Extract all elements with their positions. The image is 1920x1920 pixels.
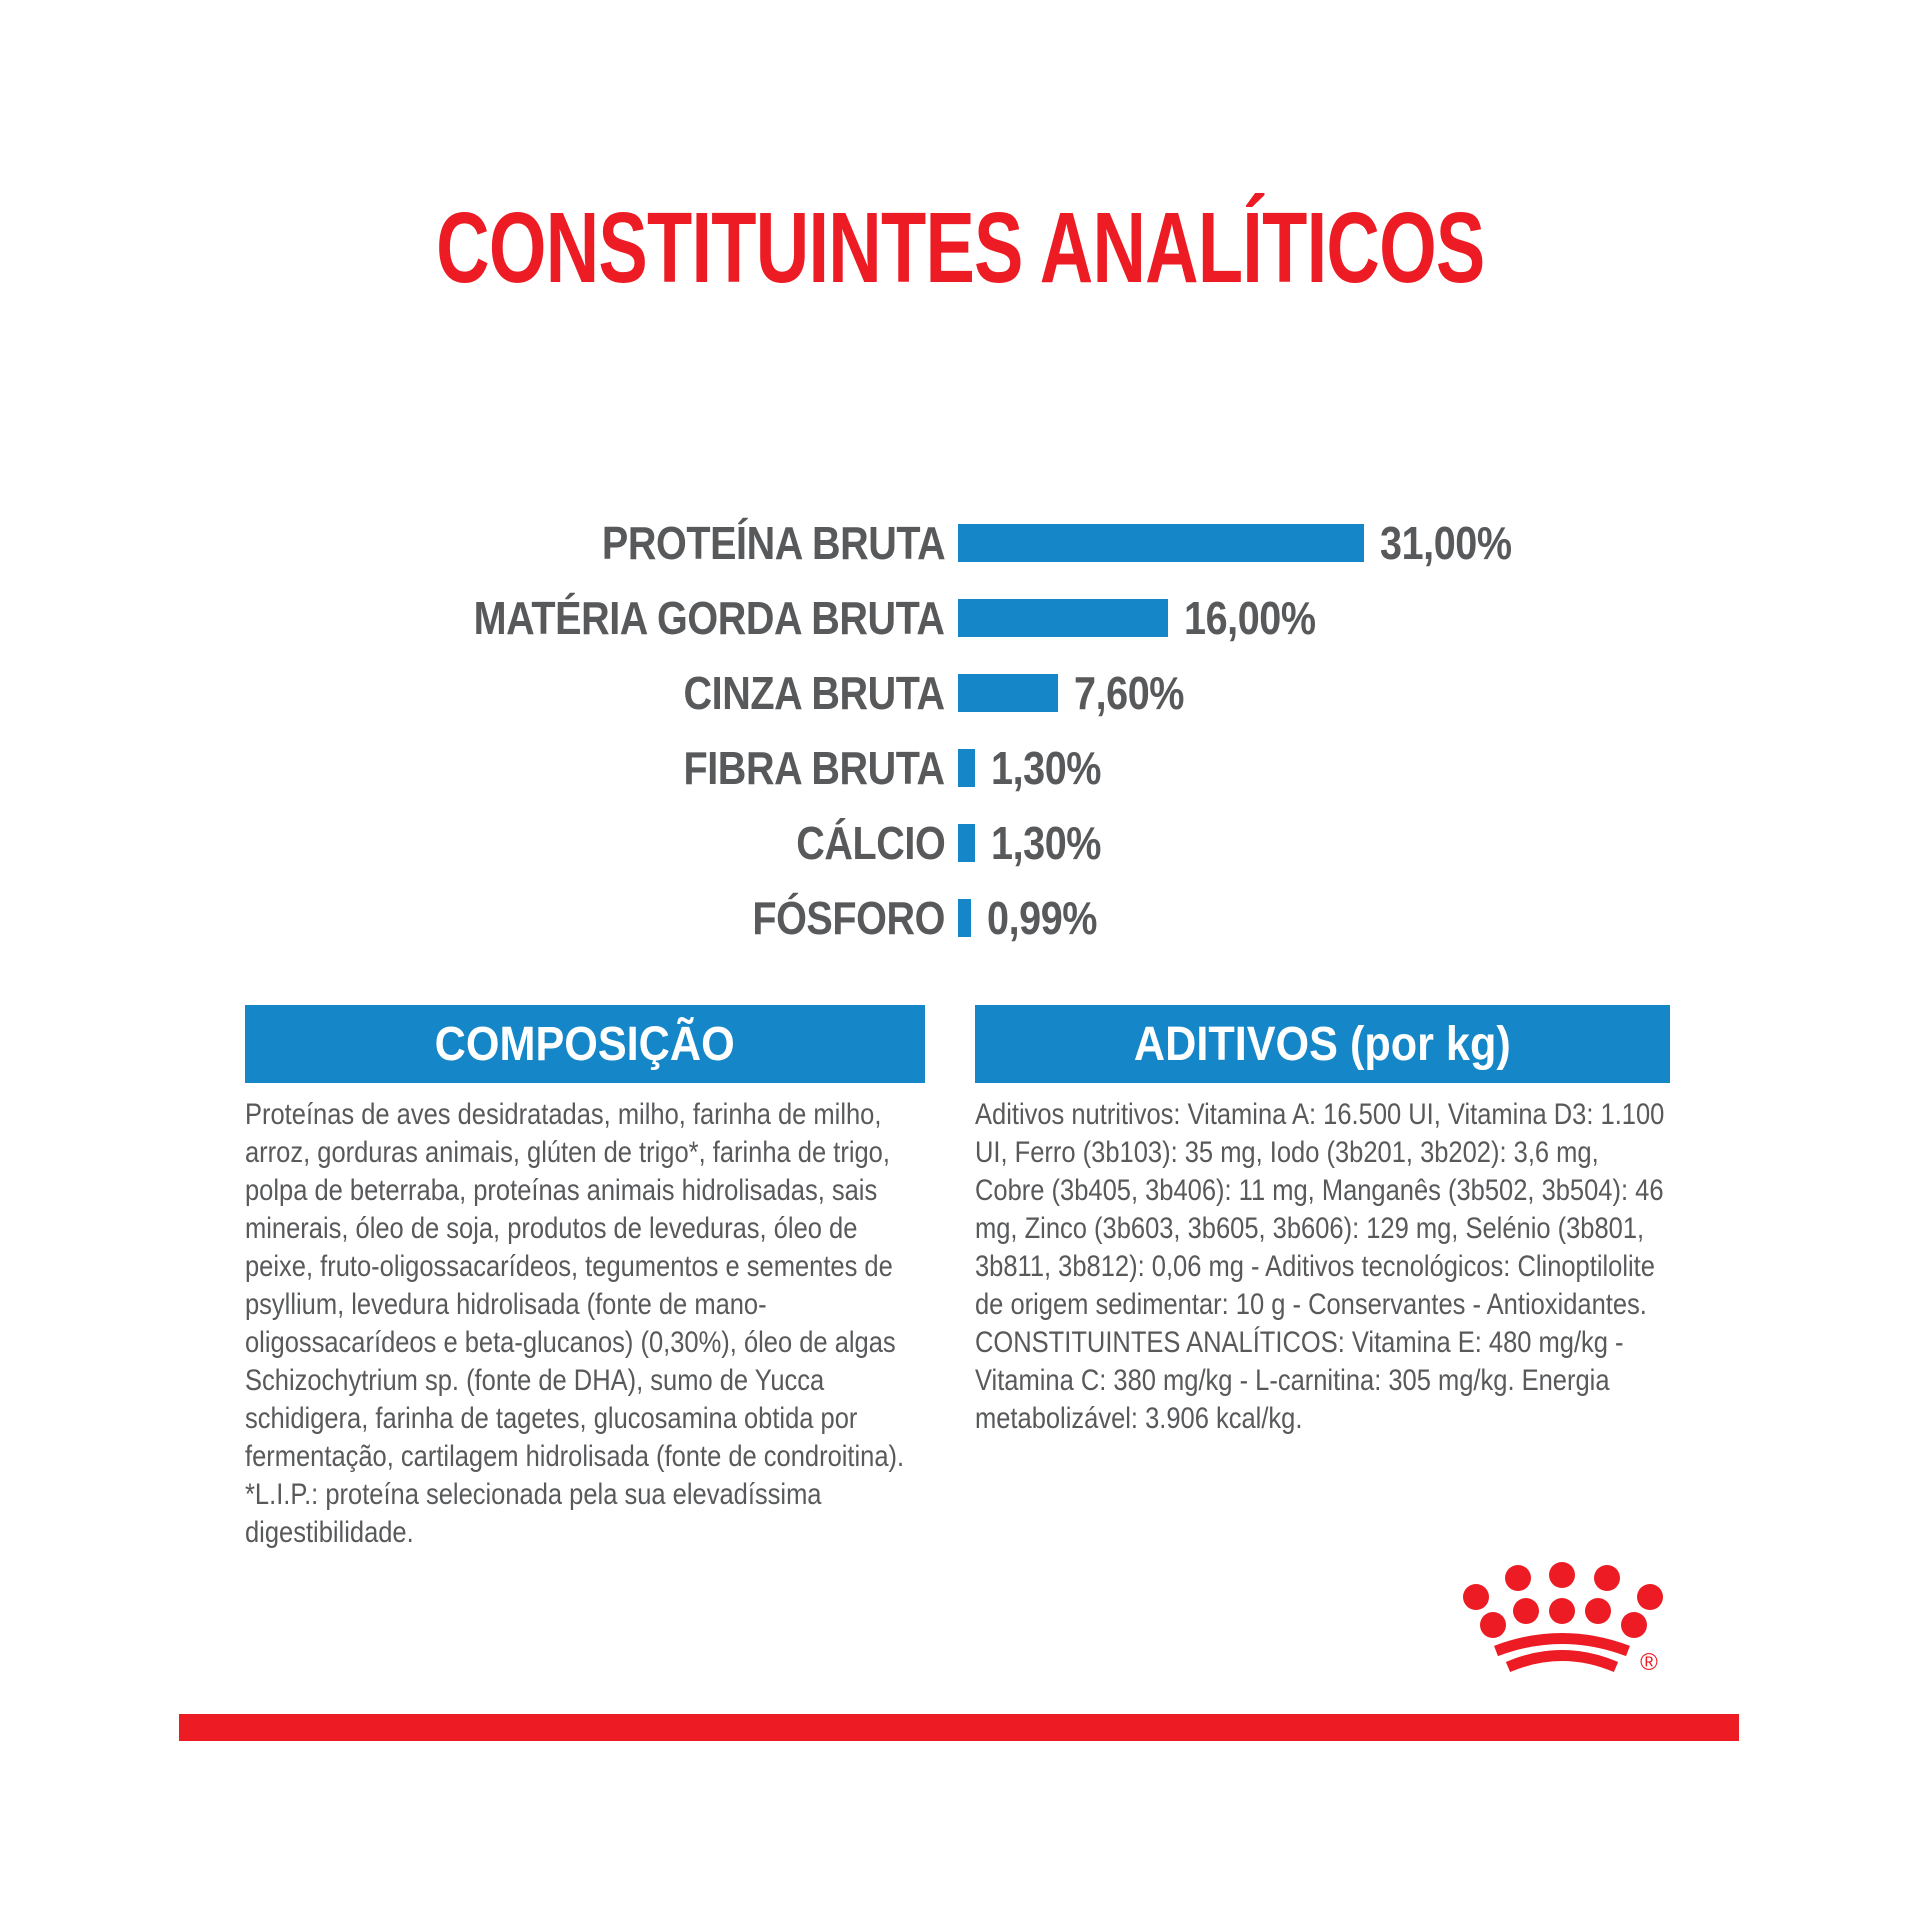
chart-bar bbox=[958, 899, 971, 937]
chart-value-label: 7,60% bbox=[1074, 667, 1185, 719]
registered-mark: ® bbox=[1640, 1649, 1658, 1676]
composicao-header-label: COMPOSIÇÃO bbox=[434, 1017, 736, 1071]
chart-bar bbox=[958, 674, 1058, 712]
chart-category-label: FIBRA BRUTA bbox=[683, 742, 945, 794]
footer-red-bar bbox=[179, 1714, 1739, 1741]
composicao-body: Proteínas de aves desidratadas, milho, farinha de milho, arroz, gorduras animais, glúten de trigo*, farinha de trigo, polpa de beterraba, proteínas animais hidrolisadas, sais minerais, óleo de soja, produtos de leveduras, óleo de peixe, fruto-oligossacarídeos, tegumentos e sementes de psyllium, levedura hidrolisada (fonte de mano-oligossacarídeos e beta-glucanos) (0,30%), óleo de algas Schizochytrium sp. (fonte de DHA), sumo de Yucca schidigera, farinha de tagetes, glucosamina obtida por fermentação, cartilagem hidrolisada (fonte de condroitina). *L.I.P.: proteína selecionada pela sua elevadíssima digestibilidade. bbox=[245, 1098, 905, 1549]
chart-row bbox=[0, 817, 1920, 869]
chart-category-label: MATÉRIA GORDA BRUTA bbox=[474, 592, 945, 644]
crown-dots bbox=[1463, 1562, 1663, 1638]
chart-bar bbox=[958, 824, 975, 862]
chart-category-label: FÓSFORO bbox=[752, 892, 945, 944]
chart-bar bbox=[958, 599, 1168, 637]
chart-category-label: CINZA BRUTA bbox=[683, 667, 945, 719]
chart-bar bbox=[958, 749, 975, 787]
royal-canin-crown-logo bbox=[1452, 1550, 1664, 1690]
chart-row bbox=[0, 517, 1920, 569]
chart-row bbox=[0, 592, 1920, 644]
chart-bar bbox=[958, 524, 1364, 562]
aditivos-body: Aditivos nutritivos: Vitamina A: 16.500 UI, Vitamina D3: 1.100 UI, Ferro (3b103): 35 mg, Iodo (3b201, 3b202): 3,6 mg, Cobre (3b405, 3b406): 11 mg, Manganês (3b502, 3b504): 46 mg, Zinco (3b603, 3b605, 3b606): 129 mg, Selénio (3b801, 3b811, 3b812): 0,06 mg - Aditivos tecnológicos: Clinoptilolite de origem sedimentar: 10 g - Conservantes - Antioxidantes. CONSTITUINTES ANALÍTICOS: Vitamina E: 480 mg/kg - Vitamina C: 380 mg/kg - L-carnitina: 305 mg/kg. Energia metabolizável: 3.906 kcal/kg. bbox=[975, 1098, 1665, 1435]
chart-value-label: 1,30% bbox=[991, 817, 1102, 869]
chart-row bbox=[0, 742, 1920, 794]
page-title-text: CONSTITUINTES ANALÍTICOS bbox=[435, 192, 1485, 304]
chart-row bbox=[0, 667, 1920, 719]
chart-value-label: 0,99% bbox=[987, 892, 1098, 944]
composicao-header bbox=[245, 1005, 925, 1083]
chart-category-label: PROTEÍNA BRUTA bbox=[601, 517, 945, 569]
aditivos-header bbox=[975, 1005, 1670, 1083]
crown-arcs bbox=[1496, 1639, 1628, 1668]
chart-row bbox=[0, 892, 1920, 944]
chart-value-label: 31,00% bbox=[1380, 517, 1512, 569]
chart-category-label: CÁLCIO bbox=[795, 817, 945, 869]
aditivos-header-label: ADITIVOS (por kg) bbox=[1134, 1017, 1511, 1071]
chart-value-label: 1,30% bbox=[991, 742, 1102, 794]
chart-value-label: 16,00% bbox=[1184, 592, 1316, 644]
